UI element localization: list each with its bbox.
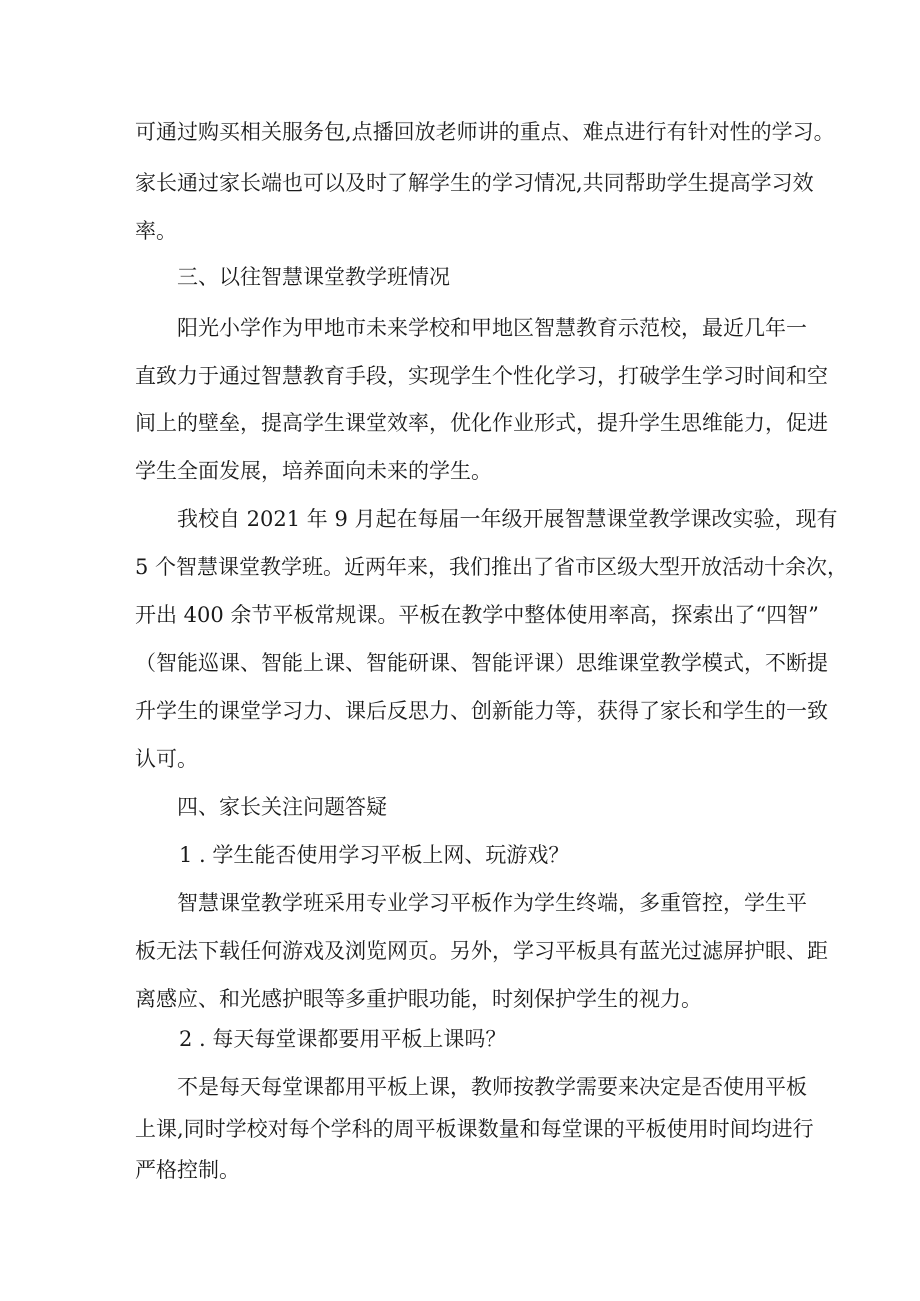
text-line: 离感应、和光感护眼等多重护眼功能，时刻保护学生的视力。 <box>135 987 702 1011</box>
text-line: 可通过购买相关服务包,点播回放老师讲的重点、难点进行有针对性的学习。 <box>135 120 835 144</box>
question-heading: 1 . 学生能否使用学习平板上网、玩游戏？ <box>179 843 570 867</box>
text-line: 家长通过家长端也可以及时了解学生的学习情况,共同帮助学生提高学习效 <box>135 171 814 195</box>
text-line: 率。 <box>135 219 177 243</box>
text-line: 板无法下载任何游戏及浏览网页。另外，学习平板具有蓝光过滤屏护眼、距 <box>135 939 828 963</box>
text-line: 阳光小学作为甲地市未来学校和甲地区智慧教育示范校，最近几年一 <box>177 316 807 340</box>
text-line: 我校自 2021 年 9 月起在每届一年级开展智慧课堂教学课改实验，现有 <box>177 507 838 531</box>
text-line: 智慧课堂教学班采用专业学习平板作为学生终端，多重管控，学生平 <box>177 891 807 915</box>
text-line: 上课,同时学校对每个学科的周平板课数量和每堂课的平板使用时间均进行 <box>135 1117 814 1141</box>
question-heading: 2 . 每天每堂课都要用平板上课吗？ <box>179 1027 507 1051</box>
section-heading: 三、以往智慧课堂教学班情况 <box>177 265 450 289</box>
text-line: 开出 400 余节平板常规课。平板在教学中整体使用率高，探索出了“四智” <box>135 603 819 627</box>
text-line: 5 个智慧课堂教学班。近两年来，我们推出了省市区级大型开放活动十余次， <box>135 555 849 579</box>
text-line: 间上的壁垒，提高学生课堂效率，优化作业形式，提升学生思维能力，促进 <box>135 411 828 435</box>
text-line: 升学生的课堂学习力、课后反思力、创新能力等，获得了家长和学生的一致 <box>135 699 828 723</box>
text-line: 学生全面发展，培养面向未来的学生。 <box>135 459 492 483</box>
section-heading: 四、家长关注问题答疑 <box>177 795 387 819</box>
text-line: （智能巡课、智能上课、智能研课、智能评课）思维课堂教学模式，不断提 <box>135 651 828 675</box>
text-line: 直致力于通过智慧教育手段，实现学生个性化学习，打破学生学习时间和空 <box>135 364 828 388</box>
text-line: 不是每天每堂课都用平板上课，教师按教学需要来决定是否使用平板 <box>177 1075 807 1099</box>
text-line: 认可。 <box>135 747 198 771</box>
text-line: 严格控制。 <box>135 1158 240 1182</box>
